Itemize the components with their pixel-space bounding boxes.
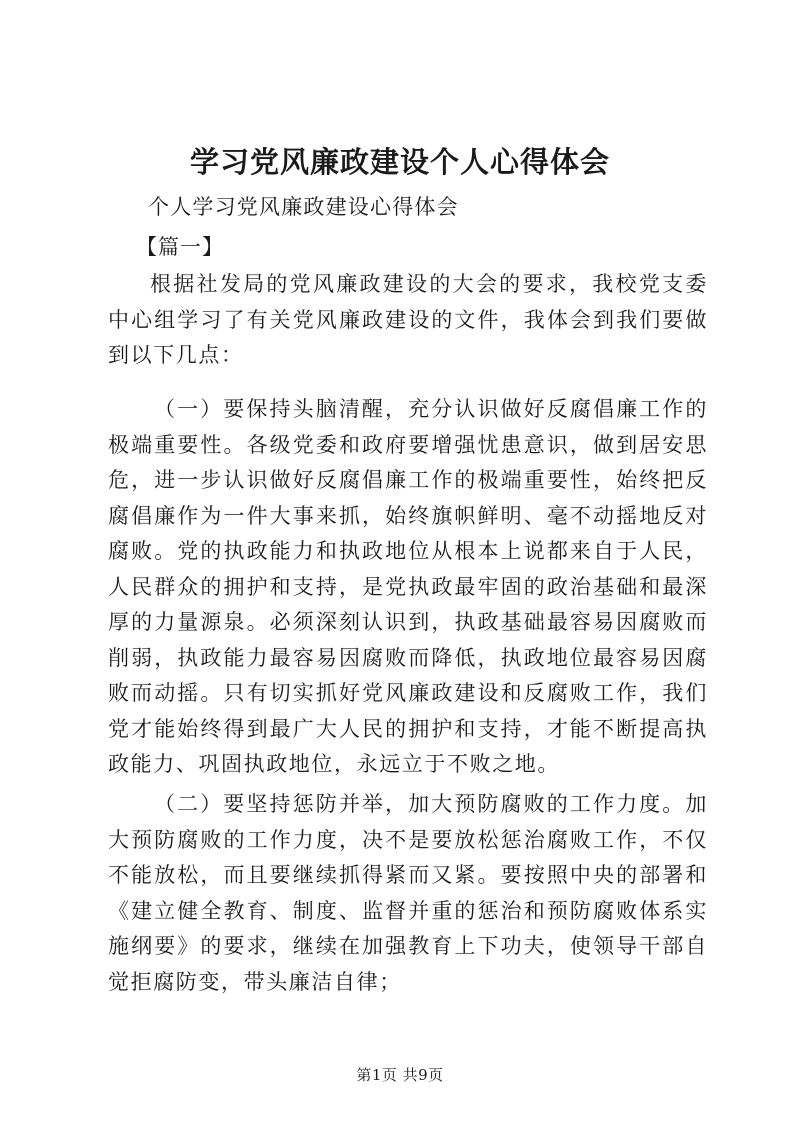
paragraph-1: 根据社发局的党风廉政建设的大会的要求，我校党支委中心组学习了有关党风廉政建设的文件，我体会到我们要做到以下几点： bbox=[108, 272, 708, 367]
document-subtitle: 个人学习党风廉政建设心得体会 bbox=[148, 195, 459, 219]
document-title: 学习党风廉政建设个人心得体会 bbox=[189, 145, 610, 179]
paragraph-2: （一）要保持头脑清醒，充分认识做好反腐倡廉工作的极端重要性。各级党委和政府要增强忧患意识，做到居安思危，进一步认识做好反腐倡廉工作的极端重要性，始终把反腐倡廉作为一件大事来抓，始终旗帜鲜明、毫不动摇地反对腐败。党的执政能力和执政地位从根本上说都来自于人民，人民群众的拥护和支持，是党执政最牢固的政治基础和最深厚的力量源泉。必须深刻认识到，执政基础最容易因腐败而削弱，执政能力最容易因腐败而降低，执政地位最容易因腐败而动摇。只有切实抓好党风廉政建设和反腐败工作，我们党才能始终得到最广大人民的拥护和支持，才能不断提高执政能力、巩固执政地位，永远立于不败之地。 bbox=[108, 397, 708, 776]
section-label: 【篇一】 bbox=[136, 235, 224, 259]
page-footer: 第1页 共9页 bbox=[356, 1066, 444, 1084]
paragraph-3: （二）要坚持惩防并举，加大预防腐败的工作力度。加大预防腐败的工作力度，决不是要放松惩治腐败工作，不仅不能放松，而且要继续抓得紧而又紧。要按照中央的部署和《建立健全教育、制度、监督并重的惩治和预防腐败体系实施纲要》的要求，继续在加强教育上下功夫，使领导干部自觉拒腐防变，带头廉洁自律； bbox=[108, 792, 708, 994]
